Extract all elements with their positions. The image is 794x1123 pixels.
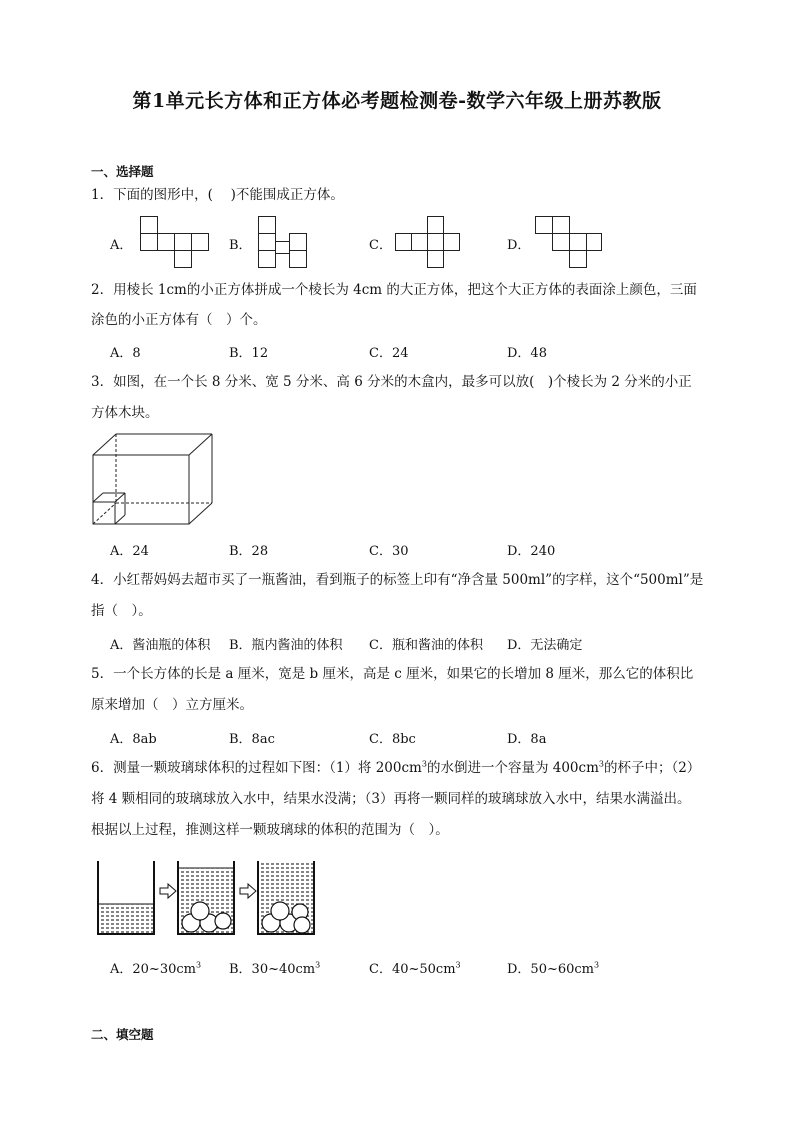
- q5-option-a: A．8ab: [110, 732, 157, 747]
- question-2-line-1: 2．用棱长 1cm的小正方体拼成一个棱长为 4cm 的大正方体，把这个大正方体的表面涂上颜色，三面: [91, 282, 697, 298]
- q1-option-a-label: A．: [110, 238, 133, 253]
- q1-option-c-label: C．: [369, 238, 392, 253]
- q1-option-b-label: B．: [229, 238, 252, 253]
- q2-option-c: C．24: [369, 346, 409, 361]
- question-2-line-2: 涂色的小正方体有（ ）个。: [91, 312, 267, 328]
- q6-option-a: A．$20\sim 30cm^3$: [110, 960, 202, 977]
- question-6-line-1: 6．测量一颗玻璃球体积的过程如下图：（1）将 $200cm^3$的水倒进一个容量为 $400cm^3$的杯子中；（2）: [91, 759, 701, 776]
- q6-option-b: B．$30\sim 40cm^3$: [229, 960, 321, 977]
- q5-option-b: B．8ac: [229, 732, 275, 747]
- question-4-line-2: 指（ ）。: [91, 603, 152, 619]
- q2-option-a: A．8: [110, 346, 141, 361]
- q2-option-d: D．48: [507, 346, 547, 361]
- q1-net-c-figure: [395, 216, 461, 268]
- q4-option-d: D．无法确定: [507, 638, 583, 653]
- question-1-text: 1．下面的图形中，( )不能围成正方体。: [91, 187, 344, 203]
- q3-option-b: B．28: [229, 544, 269, 559]
- q3-option-d: D．240: [507, 544, 556, 559]
- q1-net-d-figure: [535, 216, 603, 268]
- q3-option-a: A．24: [110, 544, 149, 559]
- q4-option-a: A．酱油瓶的体积: [110, 638, 211, 653]
- question-5-line-1: 5．一个长方体的长是 a 厘米，宽是 b 厘米，高是 c 厘米，如果它的长增加 8 厘米，那么它的体积比: [91, 666, 694, 682]
- q3-option-c: C．30: [369, 544, 409, 559]
- question-6-line-2: 将 4 颗相同的玻璃球放入水中，结果水没满；（3）再将一颗同样的玻璃球放入水中，结果水满溢出。: [91, 791, 691, 807]
- question-6-line-3: 根据以上过程，推测这样一颗玻璃球的体积的范围为（ ）。: [91, 822, 449, 838]
- q2-option-b: B．12: [229, 346, 269, 361]
- question-3-line-2: 方体木块。: [91, 405, 159, 421]
- q5-option-d: D．8a: [507, 732, 547, 747]
- section-heading-fill: 二、填空题: [91, 1027, 154, 1042]
- q1-net-a-figure: [140, 216, 210, 268]
- question-5-line-2: 原来增加（ ）立方厘米。: [91, 697, 253, 713]
- q6-option-d: D．$50\sim 60cm^3$: [507, 960, 600, 977]
- question-3-line-1: 3．如图，在一个长 8 分米、宽 5 分米、高 6 分米的木盒内，最多可以放( )个棱长为 2 分米的小正: [91, 374, 692, 390]
- q4-option-b: B．瓶内酱油的体积: [229, 638, 343, 653]
- q1-net-b-figure: [258, 216, 308, 268]
- q3-box-figure: [92, 433, 214, 525]
- q5-option-c: C．8bc: [369, 732, 416, 747]
- q6-cups-figure: [96, 858, 316, 938]
- q6-option-c: C．$40\sim 50cm^3$: [369, 960, 461, 977]
- q1-option-d-label: D．: [507, 238, 531, 253]
- page-title: 第1单元长方体和正方体必考题检测卷-数学六年级上册苏教版: [132, 90, 662, 112]
- question-4-line-1: 4．小红帮妈妈去超市买了一瓶酱油，看到瓶子的标签上印有“净含量 500ml”的字样，这个“500ml”是: [91, 572, 704, 588]
- section-heading-choice: 一、选择题: [91, 164, 154, 179]
- q4-option-c: C．瓶和酱油的体积: [369, 638, 483, 653]
